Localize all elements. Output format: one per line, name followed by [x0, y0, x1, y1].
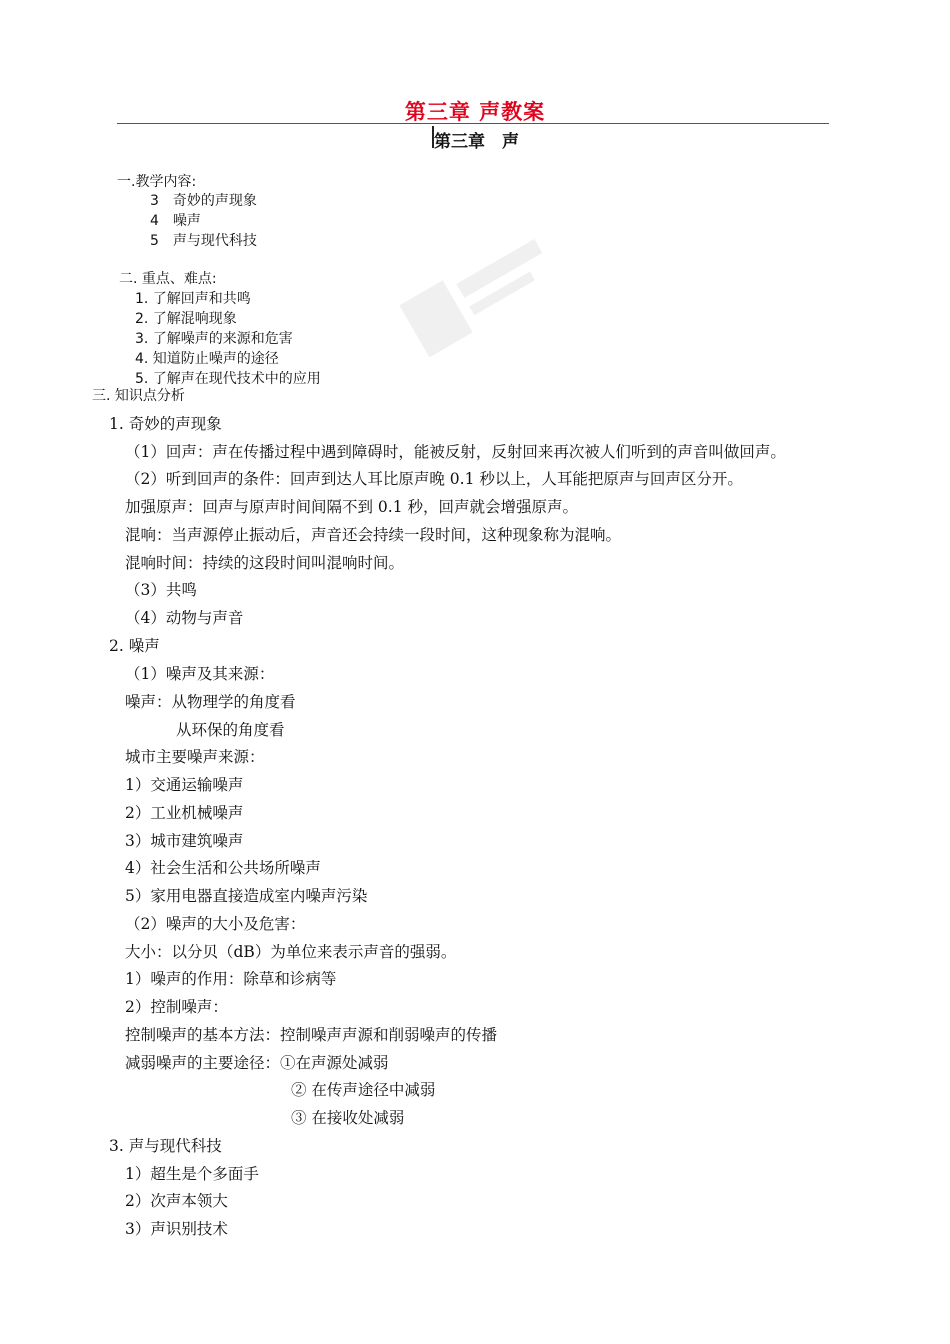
section-2-item: 2. 了解混响现象	[135, 311, 237, 327]
list-item: 1）噪声的作用：除草和诊病等	[125, 970, 337, 988]
subsection-heading: 2. 噪声	[109, 637, 160, 655]
section-2-item: 3. 了解噪声的来源和危害	[135, 331, 293, 347]
subsection-heading: 3. 声与现代科技	[109, 1137, 222, 1155]
paragraph-line: ③ 在接收处减弱	[291, 1109, 405, 1127]
list-item: 5）家用电器直接造成室内噪声污染	[125, 887, 368, 905]
section-1-item: 5 声与现代科技	[150, 233, 257, 249]
section-2-item: 5. 了解声在现代技术中的应用	[135, 371, 321, 387]
header-rule	[117, 123, 829, 124]
paragraph-line: 大小：以分贝（dB）为单位来表示声音的强弱。	[125, 943, 457, 961]
paragraph-line: 控制噪声的基本方法：控制噪声声源和削弱噪声的传播	[125, 1026, 498, 1044]
paragraph-line: 混响时间：持续的这段时间叫混响时间。	[125, 554, 405, 572]
list-item: 3）声识别技术	[125, 1220, 228, 1238]
chapter-heading: 第三章 声	[434, 132, 519, 152]
subsection-heading: 1. 奇妙的声现象	[109, 415, 222, 433]
paragraph-line: ② 在传声途径中减弱	[291, 1081, 436, 1099]
paragraph-line: 减弱噪声的主要途径：①在声源处减弱	[125, 1054, 389, 1072]
watermark-logo	[343, 168, 616, 441]
paragraph-line: （1）噪声及其来源：	[125, 665, 275, 683]
paragraph-line: 从环保的角度看	[176, 721, 285, 739]
paragraph-line: 噪声：从物理学的角度看	[125, 693, 296, 711]
list-item: 2）次声本领大	[125, 1192, 228, 1210]
paragraph-line: （2）噪声的大小及危害：	[125, 915, 306, 933]
paragraph-line: （2）听到回声的条件：回声到达人耳比原声晚 0.1 秒以上，人耳能把原声与回声区分开。	[125, 470, 743, 488]
list-item: 2）控制噪声：	[125, 998, 228, 1016]
section-2-item: 4. 知道防止噪声的途径	[135, 351, 279, 367]
list-item: 1）交通运输噪声	[125, 776, 244, 794]
section-1-item: 3 奇妙的声现象	[150, 193, 257, 209]
paragraph-line: 混响：当声源停止振动后，声音还会持续一段时间，这种现象称为混响。	[125, 526, 622, 544]
document-title: 第三章 声教案	[404, 100, 546, 124]
paragraph-line: （4）动物与声音	[125, 609, 244, 627]
list-item: 4）社会生活和公共场所噪声	[125, 859, 321, 877]
section-1-heading: 一.教学内容:	[117, 174, 197, 190]
paragraph-line: 城市主要噪声来源：	[125, 748, 265, 766]
list-item: 2）工业机械噪声	[125, 804, 244, 822]
paragraph-line: （3）共鸣	[125, 581, 197, 599]
paragraph-line: 加强原声：回声与原声时间间隔不到 0.1 秒，回声就会增强原声。	[125, 498, 579, 516]
section-3-heading: 三. 知识点分析	[92, 388, 185, 404]
section-2-item: 1. 了解回声和共鸣	[135, 291, 251, 307]
section-2-heading: 二. 重点、难点:	[119, 271, 217, 287]
section-1-item: 4 噪声	[150, 213, 201, 229]
list-item: 3）城市建筑噪声	[125, 832, 244, 850]
paragraph-line: （1）回声：声在传播过程中遇到障碍时，能被反射，反射回来再次被人们听到的声音叫做回声。	[125, 443, 786, 461]
list-item: 1）超生是个多面手	[125, 1165, 259, 1183]
